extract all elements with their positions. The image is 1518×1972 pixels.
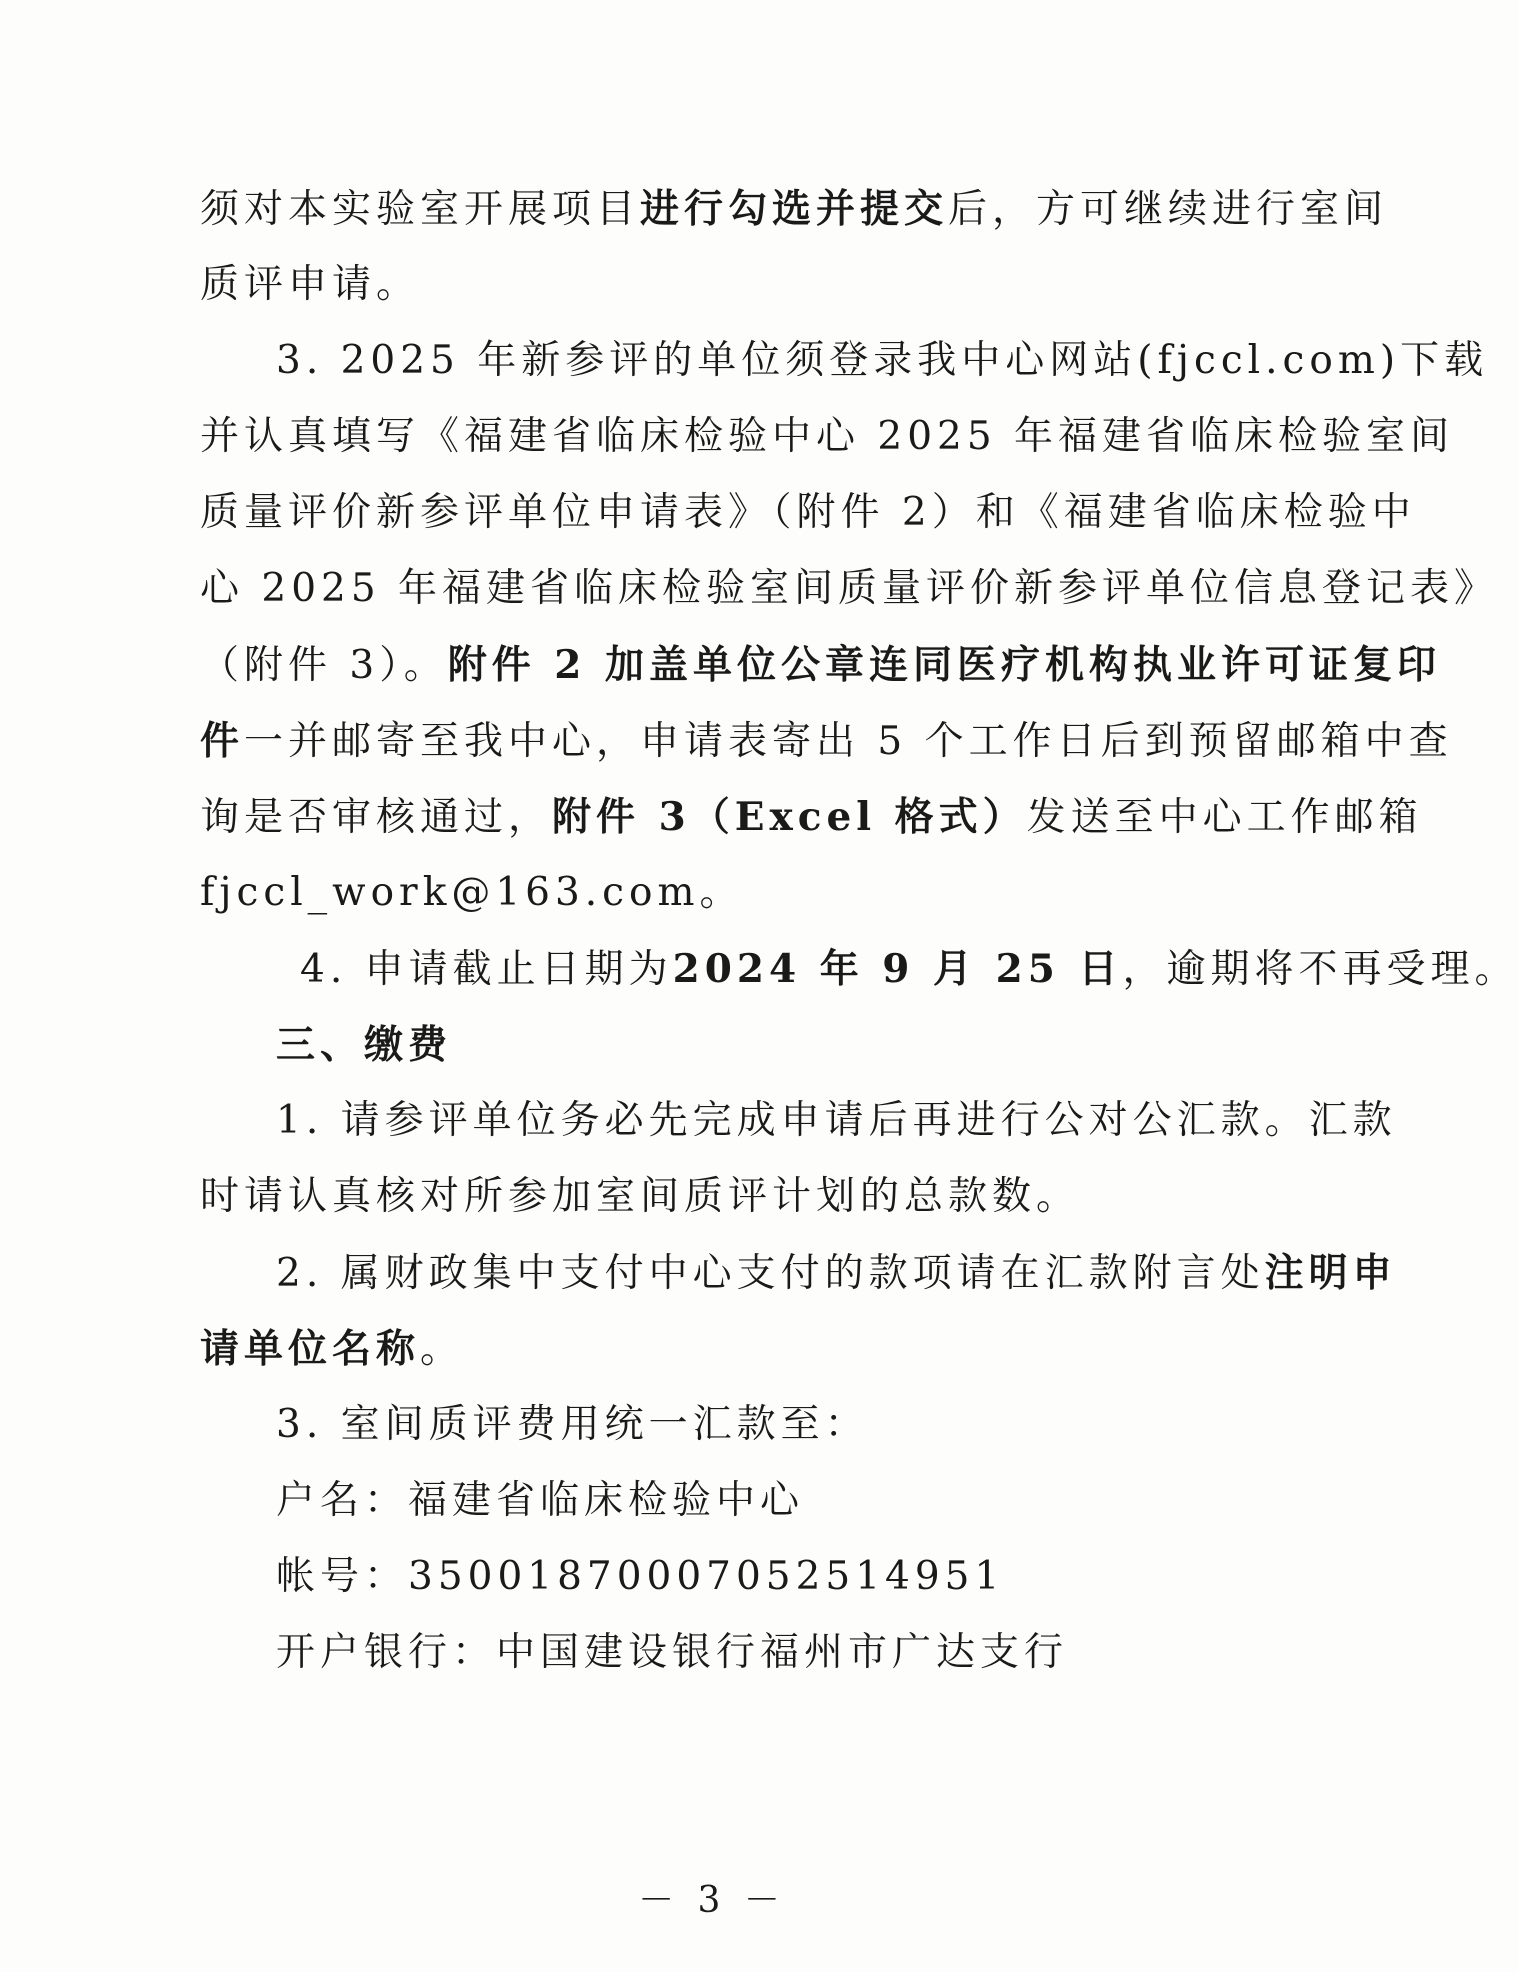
account-name-line [276,1477,804,1525]
text-run: 帐号：35001870007052514951 [276,1554,1005,1599]
text-run: 1. 请参评单位务必先完成申请后再进行公对公汇款。汇款 [276,1098,1397,1143]
bold-text-run: 三、缴费 [276,1022,453,1068]
text-run: 发送至中心工作邮箱 [1026,795,1423,840]
paragraph-line [200,261,420,309]
text-run: 2. 属财政集中支付中心支付的款项请在汇款附言处 [276,1251,1265,1296]
account-number-line [276,1553,1004,1601]
paragraph-line [200,185,1388,234]
text-run: ，逾期将不再受理。 [1122,947,1518,992]
text-run: 质评申请。 [200,262,421,307]
page-number: － 3 － [638,1880,786,1921]
paragraph-line [200,869,743,917]
text-run: 质量评价新参评单位申请表》（附件 2）和《福建省临床检验中 [200,490,1416,535]
text-run: 心 2025 年福建省临床检验室间质量评价新参评单位信息登记表》 [200,566,1499,611]
text-run: 3. 室间质评费用统一汇款至： [276,1402,869,1447]
text-run: fjccl_work@163.com。 [200,870,744,915]
bold-text-run: 2024 年 9 月 25 日 [672,946,1123,992]
bold-text-run: 件 [200,718,245,764]
bold-text-run: 进行勾选并提交 [640,186,949,232]
paragraph-line [200,489,1416,537]
paragraph-line [276,337,1488,385]
bold-text-run: 附件 2 加盖单位公章连同医疗机构执业许可证复印 [447,642,1442,688]
paragraph-line [276,1097,1397,1145]
text-run: 户名：福建省临床检验中心 [276,1478,805,1523]
text-run: 。 [420,1327,465,1372]
paragraph-line [200,1173,1080,1221]
text-run: 开户银行：中国建设银行福州市广达支行 [276,1630,1069,1675]
paragraph-line [200,413,1454,461]
paragraph-line [276,1249,1397,1298]
paragraph-line [200,641,1441,690]
bold-text-run: 附件 3（Excel 格式） [552,794,1027,840]
text-run: 3. 2025 年新参评的单位须登录我中心网站(fjccl.com)下载 [276,338,1489,383]
bold-text-run: 请单位名称 [200,1326,421,1372]
paragraph-line [200,793,1423,842]
text-run: 一并邮寄至我中心，申请表寄出 5 个工作日后到预留邮箱中查 [244,719,1453,764]
bank-name-line [276,1629,1068,1677]
bold-text-run: 注明申 [1264,1250,1397,1296]
paragraph-line [300,945,1518,994]
section-heading [276,1021,452,1070]
paragraph-line [200,717,1453,766]
paragraph-line [276,1401,869,1449]
text-run: 询是否审核通过， [200,795,553,840]
paragraph-line [200,565,1498,613]
paragraph-line [200,1325,464,1374]
text-run: （附件 3）。 [200,643,448,688]
text-run: 并认真填写《福建省临床检验中心 2025 年福建省临床检验室间 [200,414,1455,459]
text-run: 4. 申请截止日期为 [300,947,673,992]
text-run: 后，方可继续进行室间 [948,187,1389,232]
text-run: 须对本实验室开展项目 [200,187,641,232]
text-run: 时请认真核对所参加室间质评计划的总款数。 [200,1174,1081,1219]
